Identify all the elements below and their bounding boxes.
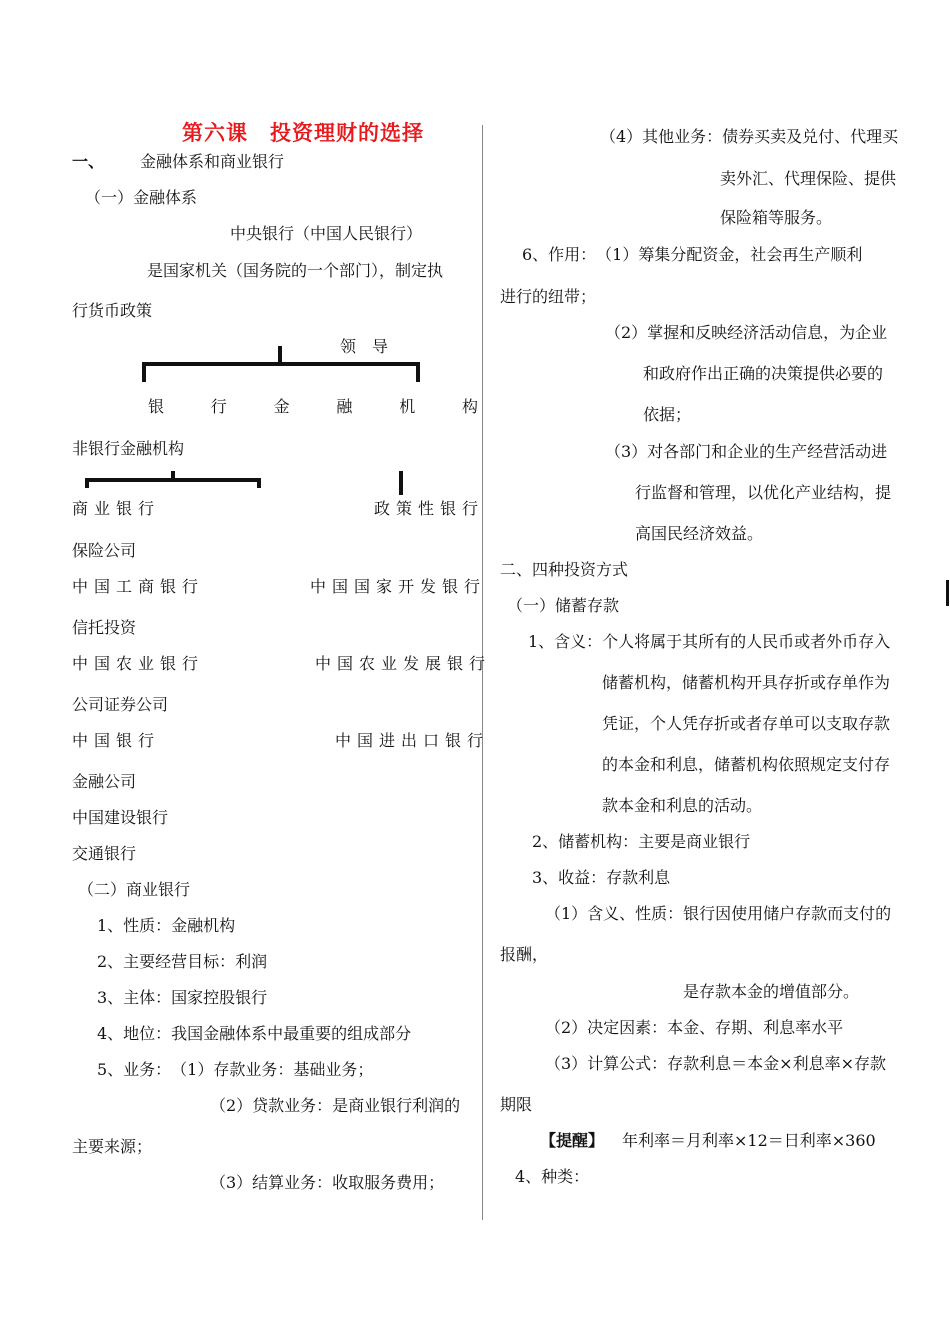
- non-bank-institutions: 非银行金融机构: [72, 439, 185, 458]
- subsection-commercial-bank: （二）商业银行: [78, 880, 191, 899]
- section-1-title: 金融体系和商业银行: [140, 152, 285, 171]
- d-item-3b: （2）决定因素：本金、存期、利息率水平: [545, 1018, 844, 1037]
- r-item-6g: 行监督和管理，以优化产业结构，提: [635, 483, 892, 502]
- bank-financial-institution: [148, 397, 478, 417]
- d-item-3: 3、收益：存款利息: [532, 868, 671, 887]
- insurance-company: 保险公司: [72, 541, 137, 560]
- d-item-1c: 凭证，个人凭存折或者存单可以支取存款: [602, 714, 891, 733]
- bocom: 交通银行: [72, 844, 137, 863]
- subsection-financial-system: （一）金融体系: [85, 188, 198, 207]
- ccb: 中国建设银行: [72, 808, 169, 827]
- r-item-6c: （2）掌握和反映经济活动信息，为企业: [605, 323, 888, 342]
- bracket2-left-leg: [85, 478, 89, 488]
- bank-char: 银: [148, 397, 165, 416]
- section-2-title: 二、四种投资方式: [500, 560, 629, 579]
- r-item-4c: 保险箱等服务。: [720, 208, 833, 227]
- d-item-1e: 款本金和利息的活动。: [602, 796, 763, 815]
- d-item-1d: 的本金和利息，储蓄机构依照规定支付存: [602, 755, 891, 774]
- cdb: 中国国家开发银行: [310, 577, 487, 596]
- r-item-6d: 和政府作出正确的决策提供必要的: [643, 364, 884, 383]
- central-bank-desc-2: 行货币政策: [72, 301, 153, 320]
- section-1-number: 一、: [72, 152, 105, 171]
- lead-label: 领 导: [340, 337, 389, 356]
- d-item-1a: 1、含义：个人将属于其所有的人民币或者外币存入: [528, 632, 891, 651]
- bank-char: 机: [399, 397, 416, 416]
- adbc: 中国农业发展银行: [315, 654, 492, 673]
- reminder-text: 年利率＝月利率×12＝日利率×360: [622, 1131, 876, 1150]
- cb-item-4: 4、地位：我国金融体系中最重要的组成部分: [97, 1024, 412, 1043]
- bracket2-horizontal: [85, 478, 261, 482]
- d-item-1b: 储蓄机构，储蓄机构开具存折或存单作为: [602, 673, 891, 692]
- cb-item-5b: （2）贷款业务：是商业银行利润的: [210, 1096, 461, 1115]
- cb-item-5c: 主要来源；: [72, 1137, 153, 1156]
- r-item-6h: 高国民经济效益。: [635, 524, 764, 543]
- eximbank: 中国进出口银行: [335, 731, 490, 750]
- cb-item-5a: 5、业务： （1）存款业务：基础业务；: [97, 1060, 374, 1079]
- trust-investment: 信托投资: [72, 618, 137, 637]
- bank-char: 金: [273, 397, 290, 416]
- bank-char: 融: [336, 397, 353, 416]
- d-item-3c2: 期限: [500, 1095, 533, 1114]
- cb-item-5d: （3）结算业务：收取服务费用；: [210, 1173, 445, 1192]
- d-item-3c1: （3）计算公式：存款利息＝本金×利息率×存款: [545, 1054, 886, 1073]
- central-bank-desc-1: 是国家机关（国务院的一个部门），制定执: [147, 261, 444, 280]
- bracket2-right-leg: [257, 478, 261, 488]
- securities-company: 公司证券公司: [72, 695, 169, 714]
- policy-bank-stem: [399, 471, 403, 495]
- r-item-6b: 进行的纽带；: [500, 287, 597, 306]
- cb-item-3: 3、主体：国家控股银行: [97, 988, 268, 1007]
- bank-char: 构: [461, 397, 478, 416]
- r-item-4b: 卖外汇、代理保险、提供: [720, 169, 897, 188]
- cb-item-1: 1、性质：金融机构: [97, 916, 236, 935]
- bracket-right-leg: [416, 362, 420, 382]
- abc: 中国农业银行: [72, 654, 205, 673]
- subsection-savings: （一）储蓄存款: [507, 596, 620, 615]
- r-item-4a: （4）其他业务：债券买卖及兑付、代理买: [600, 127, 899, 146]
- reminder-label: 【提醒】: [540, 1131, 605, 1150]
- policy-bank: 政策性银行: [374, 499, 485, 518]
- d-item-3a2: 报酬，: [500, 945, 549, 964]
- central-bank: 中央银行（中国人民银行）: [230, 224, 423, 243]
- bracket-horizontal: [142, 362, 420, 366]
- bank-char: 行: [210, 397, 227, 416]
- r-item-6a: 6、作用： （1）筹集分配资金，社会再生产顺利: [522, 245, 863, 264]
- d-item-4: 4、种类：: [515, 1167, 590, 1186]
- finance-company: 金融公司: [72, 772, 137, 791]
- r-item-6f: （3）对各部门和企业的生产经营活动进: [605, 442, 888, 461]
- d-item-3a1: （1）含义、性质：银行因使用储户存款而支付的: [545, 904, 892, 923]
- commercial-bank: 商业银行: [72, 499, 161, 518]
- r-item-6e: 依据；: [643, 405, 692, 424]
- d-item-2: 2、储蓄机构：主要是商业银行: [532, 832, 751, 851]
- icbc: 中国工商银行: [72, 577, 205, 596]
- page-title: 第六课 投资理财的选择: [182, 121, 424, 145]
- margin-mark: [946, 580, 949, 606]
- boc: 中国银行: [72, 731, 161, 750]
- d-item-3a3: 是存款本金的增值部分。: [683, 982, 860, 1001]
- bracket-left-leg: [142, 362, 146, 382]
- cb-item-2: 2、主要经营目标：利润: [97, 952, 268, 971]
